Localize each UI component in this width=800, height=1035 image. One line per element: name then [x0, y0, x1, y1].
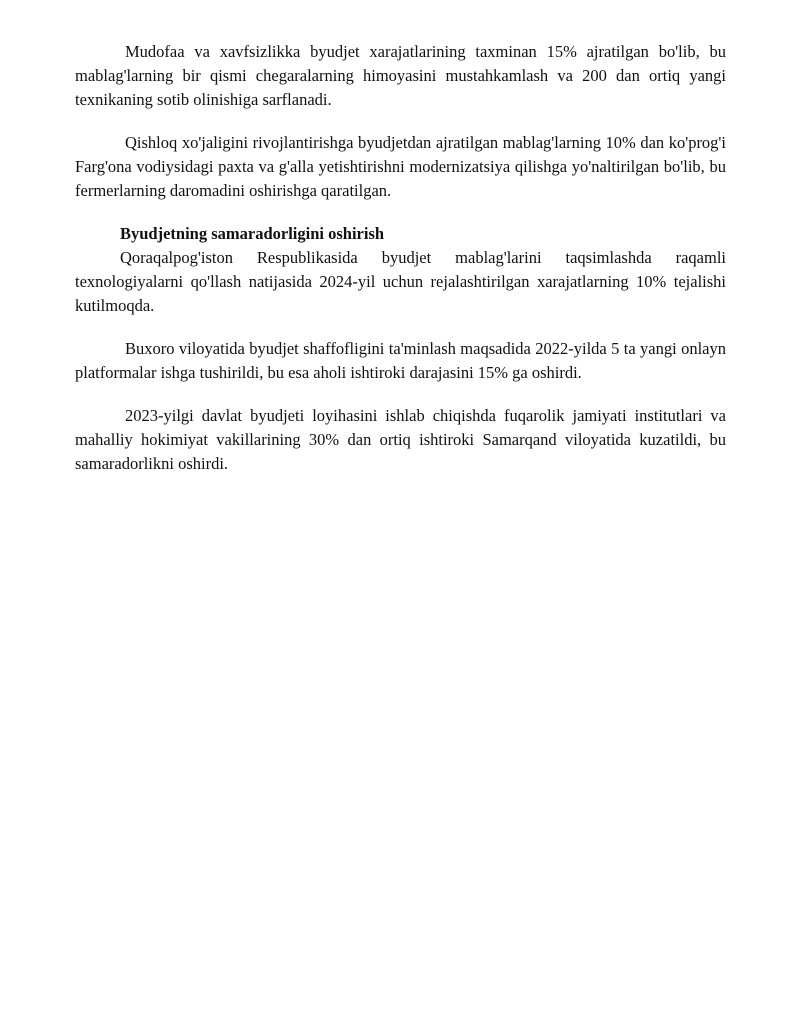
document-page — [75, 40, 726, 495]
paragraph-defense-budget: Mudofaa va xavfsizlikka byudjet xarajatlarining taxminan 15% ajratilgan bo'lib, bu mablag'larning bir qismi chegaralarning himoyasini mustahkamlash va 200 dan ortiq yangi texnikaning sotib olinishiga sarflanadi. — [75, 42, 726, 109]
paragraph-samarkand-participation: 2023-yilgi davlat byudjeti loyihasini ishlab chiqishda fuqarolik jamiyati institutlari va mahalliy hokimiyat vakillarining 30% dan ortiq ishtiroki Samarqand viloyatida kuzatildi, bu samaradorlikni oshirdi. — [75, 406, 726, 473]
paragraph-bukhara-transparency: Buxoro viloyatida byudjet shaffofligini ta'minlash maqsadida 2022-yilda 5 ta yangi onlayn platformalar ishga tushirildi, bu esa aholi ishtiroki darajasini 15% ga oshirdi. — [75, 339, 726, 382]
paragraph-karakalpakstan-digital: Qoraqalpog'iston Respublikasida byudjet mablag'larini taqsimlashda raqamli texnologiyalarni qo'llash natijasida 2024-yil uchun rejalashtirilgan xarajatlarning 10% tejalishi kutilmoqda. — [75, 248, 726, 315]
paragraph-agriculture-budget: Qishloq xo'jaligini rivojlantirishga byudjetdan ajratilgan mablag'larning 10% dan ko'prog'i Farg'ona vodiysidagi paxta va g'alla yetishtirishni modernizatsiya qilishga yo'naltirilgan bo'lib, bu fermerlarning daromadini oshirishga qaratilgan. — [75, 133, 726, 200]
section-heading: Byudjetning samaradorligini oshirish — [120, 224, 385, 243]
